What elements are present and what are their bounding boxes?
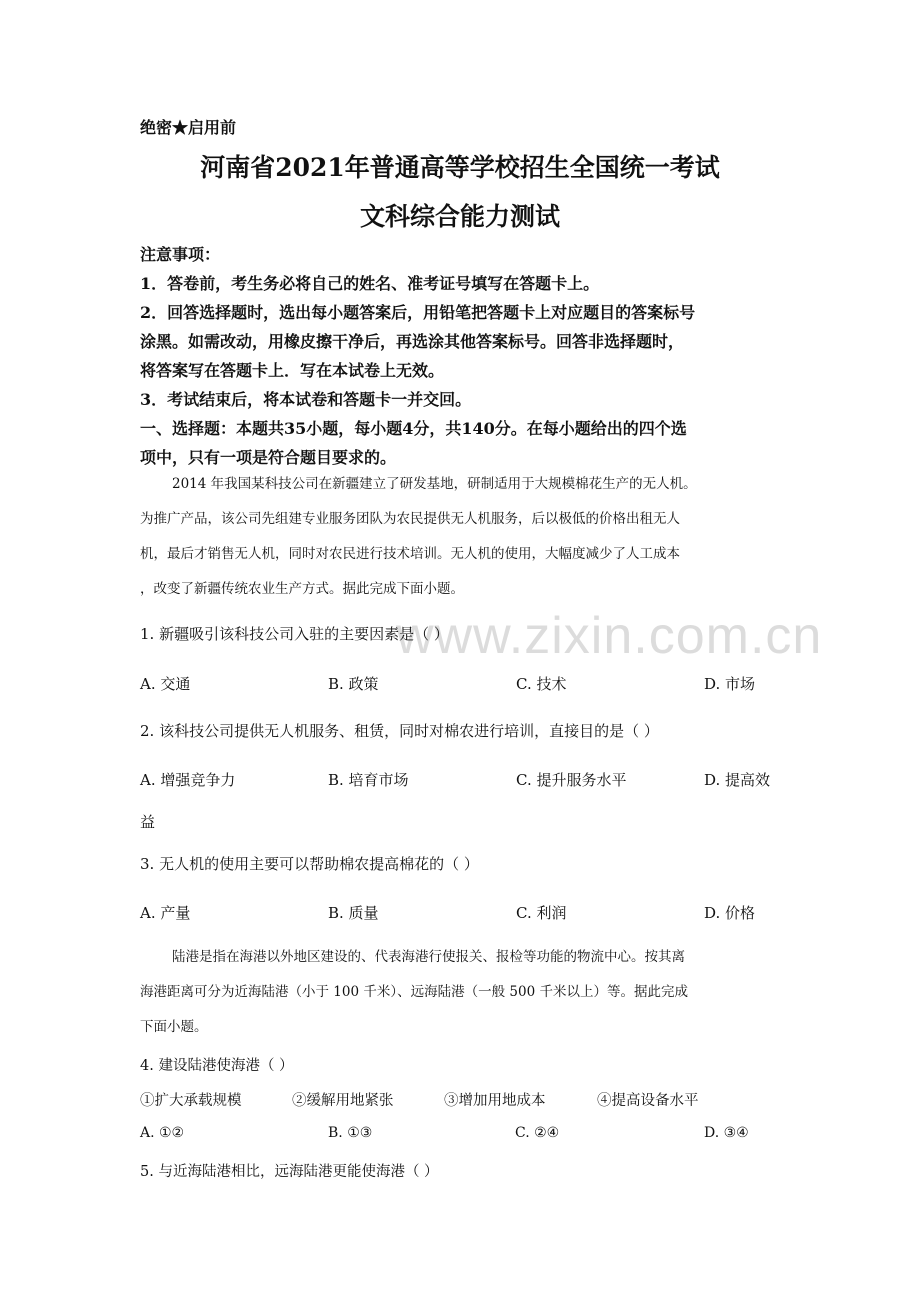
passage-2-line-3: 下面小题。 [140, 1019, 208, 1035]
question-2-stem: 2. 该科技公司提供无人机服务、租赁，同时对棉农进行培训，直接目的是（ ） [140, 722, 659, 740]
question-2-option-d-wrap: 益 [140, 813, 156, 831]
question-1-option-a: A. 交通 [140, 675, 191, 693]
exam-title: 河南省2021年普通高等学校招生全国统一考试 [200, 153, 720, 182]
secret-label: 绝密★启用前 [140, 118, 237, 137]
question-2-option-c: C. 提升服务水平 [516, 771, 627, 789]
notes-item-2-line-2: 涂黑。如需改动，用橡皮擦干净后，再选涂其他答案标号。回答非选择题时， [140, 332, 685, 351]
question-5-stem: 5. 与近海陆港相比，远海陆港更能使海港（ ） [140, 1164, 439, 1180]
question-4-stem: 4. 建设陆港使海港（ ） [140, 1058, 294, 1074]
question-3-option-b: B. 质量 [328, 904, 379, 922]
question-4-statement-1: ①扩大承载规模 [140, 1093, 242, 1109]
watermark: www.zixin.com.cn [396, 607, 823, 665]
question-3-stem: 3. 无人机的使用主要可以帮助棉农提高棉花的（ ） [140, 855, 479, 873]
exam-subtitle: 文科综合能力测试 [359, 202, 560, 231]
passage-2-line-1: 陆港是指在海港以外地区建设的、代表海港行使报关、报检等功能的物流中心。按其离 [172, 949, 685, 965]
passage-1-line-3: 机，最后才销售无人机，同时对农民进行技术培训。无人机的使用，大幅度减少了人工成本 [140, 546, 680, 562]
question-4-statement-3: ③增加用地成本 [444, 1093, 546, 1109]
notes-heading: 注意事项： [140, 245, 221, 264]
question-2-option-a: A. 增强竞争力 [140, 771, 236, 789]
question-1-option-b: B. 政策 [328, 675, 379, 693]
question-4-statement-2: ②缓解用地紧张 [292, 1093, 394, 1109]
question-1-stem: 1. 新疆吸引该科技公司入驻的主要因素是（ ） [140, 625, 449, 643]
notes-item-1: 1．答卷前，考生务必将自己的姓名、准考证号填写在答题卡上。 [140, 274, 600, 293]
question-4-statement-4: ④提高设备水平 [597, 1093, 699, 1109]
question-3-option-c: C. 利润 [516, 904, 567, 922]
notes-item-2-line-1: 2．回答选择题时，选出每小题答案后，用铅笔把答题卡上对应题目的答案标号 [140, 303, 696, 322]
notes-item-2-line-3: 将答案写在答题卡上．写在本试卷上无效。 [140, 361, 445, 380]
passage-1-line-4: ，改变了新疆传统农业生产方式。据此完成下面小题。 [140, 581, 464, 597]
section-heading-line-1: 一、选择题：本题共35小题，每小题4分，共140分。在每小题给出的四个选 [140, 419, 687, 438]
question-3-option-a: A. 产量 [140, 904, 191, 922]
passage-1-line-1: 2014 年我国某科技公司在新疆建立了研发基地，研制适用于大规模棉花生产的无人机。 [172, 476, 697, 492]
question-4-option-b: B. ①③ [328, 1125, 373, 1141]
section-heading-line-2: 项中，只有一项是符合题目要求的。 [140, 448, 397, 467]
question-1-option-c: C. 技术 [516, 675, 567, 693]
question-1-option-d: D. 市场 [704, 675, 756, 693]
notes-block [140, 240, 790, 472]
question-4-option-c: C. ②④ [515, 1125, 560, 1141]
passage-2-line-2: 海港距离可分为近海陆港（小于 100 千米）、远海陆港（一般 500 千米以上）等。据此完成 [140, 984, 688, 1000]
question-2-option-d: D. 提高效 [704, 771, 771, 789]
passage-1-line-2: 为推广产品，该公司先组建专业服务团队为农民提供无人机服务，后以极低的价格出租无人 [140, 511, 680, 527]
question-4-option-a: A. ①② [140, 1125, 185, 1141]
question-3-option-d: D. 价格 [704, 904, 756, 922]
notes-item-3: 3．考试结束后，将本试卷和答题卡一并交回。 [140, 390, 472, 409]
question-2-option-b: B. 培育市场 [328, 771, 409, 789]
passage-1 [140, 467, 790, 607]
question-4-option-d: D. ③④ [704, 1125, 749, 1141]
passage-2 [140, 940, 790, 1045]
